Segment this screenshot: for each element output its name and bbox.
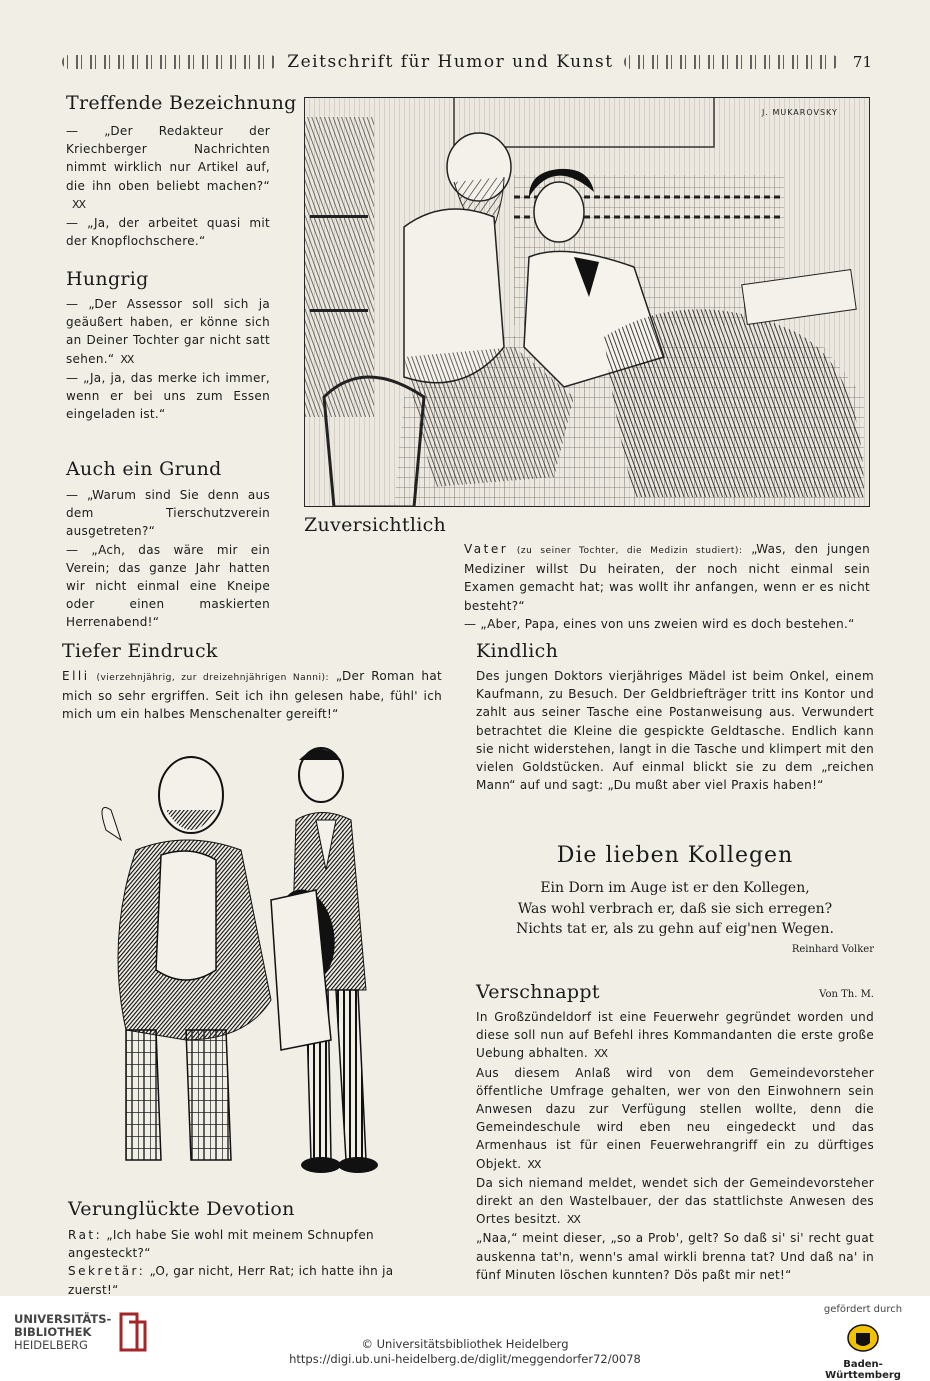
text-hungrig	[66, 295, 270, 423]
text-devotion	[68, 1226, 448, 1299]
page-number: 71	[852, 53, 873, 71]
state-crest-icon	[846, 1323, 880, 1353]
ornament-mark-icon: XX	[527, 1157, 541, 1171]
header-title: Zeitschrift für Humor und Kunst	[287, 52, 614, 72]
zuversichtlich-note: (zu seiner Tochter, die Medizin studiert):	[516, 546, 743, 556]
heading-devotion: Verunglückte Devotion	[68, 1198, 295, 1220]
hungrig-line1: — „Der Assessor soll sich ja geäußert haben, er könne sich an Deiner Tochter gar nicht satt sehen.“	[66, 297, 270, 366]
eindruck-line1: „Der Roman hat mich so sehr ergriffen. Seit ich ihn gelesen habe, fühl' ich mich um ein halbes Menschenalter gereift!“	[62, 669, 442, 722]
heading-grund: Auch ein Grund	[66, 458, 222, 480]
treffende-line1: — „Der Redakteur der Kriechberger Nachrichten nimmt wirklich nur Artikel auf, die ihn oben beliebt machen?“	[66, 124, 270, 193]
heading-verschnappt: Verschnappt	[476, 981, 600, 1003]
devotion-speaker2: Sekretär:	[68, 1264, 146, 1279]
eindruck-note: (vierzehnjährig, zur dreizehnjährigen Nanni):	[96, 673, 330, 683]
illustration-father-daughter	[304, 97, 870, 507]
sponsor-block	[808, 1304, 918, 1381]
heading-kollegen: Die lieben Kollegen	[556, 843, 794, 868]
treffende-line2: — „Ja, der arbeitet quasi mit der Knopflochschere.“	[66, 216, 270, 249]
source-url[interactable]: https://digi.ub.uni-heidelberg.de/diglit/meggendorfer72/0078	[289, 1352, 641, 1366]
zuversichtlich-line1: „Was, den jungen Mediziner willst Du heiraten, der noch nicht einmal sein Examen gemacht hat; was wollt ihr anfangen, wenn er es nicht besteht?“	[464, 542, 870, 613]
library-line3: HEIDELBERG	[14, 1337, 88, 1352]
grund-line2: — „Ach, das wäre mir ein Verein; das ganze Jahr hatten wir nicht einmal eine Kneipe oder einen maskierten Herrenabend!“	[66, 542, 270, 630]
ornament-mark-icon: XX	[120, 352, 134, 366]
page-header	[62, 48, 872, 76]
poem-author: Reinhard Volker	[791, 944, 874, 955]
poem-kollegen	[476, 878, 874, 940]
devotion-line2: „O, gar nicht, Herr Rat; ich hatte ihn ja zuerst!“	[68, 1264, 394, 1297]
poem-line: Nichts tat er, als zu gehn auf eig'nen Wegen.	[516, 921, 834, 937]
illustration-drawing-2	[66, 740, 446, 1180]
ornament-mark-icon: XX	[594, 1047, 608, 1061]
text-zuversichtlich	[464, 540, 870, 633]
copyright-text: © Universitätsbibliothek Heidelberg	[361, 1337, 569, 1351]
text-grund	[66, 486, 270, 632]
eindruck-speaker: Elli	[62, 669, 90, 683]
poem-line: Was wohl verbrach er, daß sie sich erregen?	[517, 900, 833, 917]
library-line2: BIBLIOTHEK	[14, 1324, 92, 1339]
header-ornament-right	[624, 55, 839, 69]
illustration-drawing	[304, 97, 870, 507]
illustration-signature: J. MUKAROVSKY	[762, 108, 838, 117]
verschnappt-p1: In Großzündeldorf ist eine Feuerwehr gegründet worden und diese soll nun auf Befehl ihres Kommandanten die erste große Uebung abhalten.	[476, 1010, 874, 1061]
text-kindlich	[476, 667, 874, 794]
zuversichtlich-speaker: Vater	[464, 542, 509, 556]
verschnappt-author: Von Th. M.	[819, 989, 874, 1000]
heading-kindlich: Kindlich	[476, 640, 559, 662]
header-ornament-left	[62, 55, 277, 69]
sponsor-name: Baden-Württemberg	[825, 1359, 901, 1381]
verschnappt-p2: Aus diesem Anlaß wird von dem Gemeindevorsteher öffentliche Umfrage gehalten, wer von den Einwohnern sein Anwesen dazu zur Verfügung stellen wollte, denn die Gemeindeschule wird eben neu eingedeckt und das Armenhaus ist für einen Feuerwehrangriff ein zu dürftiges Objekt.	[476, 1065, 874, 1171]
heading-hungrig: Hungrig	[66, 268, 149, 290]
heading-treffende: Treffende Bezeichnung	[66, 92, 297, 114]
devotion-line1: „Ich habe Sie wohl mit meinem Schnupfen angesteckt?“	[68, 1228, 374, 1261]
text-verschnappt	[476, 1008, 874, 1284]
kindlich-text: Des jungen Doktors vierjähriges Mädel ist beim Onkel, einem Kaufmann, zu Besuch. Der Geldbriefträger tritt ins Kontor und zahlt aus seiner Tasche eine Postanweisung aus. Verwundert betrachtet die Kleine die gespickte Geldtasche. Endlich kann sie nicht widerstehen, langt in die Tasche und klimpert mit den vielen Goldstücken. Auf einmal blickt sie zu dem „reichen Mann“ auf und sagt: „Du mußt aber viel Praxis haben!“	[476, 669, 874, 793]
hungrig-line2: — „Ja, ja, das merke ich immer, wenn er bei uns zum Essen eingeladen ist.“	[66, 370, 270, 422]
illustration-rat-sekretaer	[66, 740, 446, 1180]
verschnappt-p3: Da sich niemand meldet, wendet sich der Gemeindevorsteher direkt an den Wastelbauer, der das stattlichste Anwesen des Ortes besitzt.	[476, 1175, 874, 1227]
zuversichtlich-line2: — „Aber, Papa, eines von uns zweien wird es doch bestehen.“	[464, 616, 855, 631]
heading-zuversichtlich: Zuversichtlich	[304, 514, 447, 536]
ornament-mark-icon: XX	[566, 1213, 580, 1227]
poem-line: Ein Dorn im Auge ist er den Kollegen,	[540, 880, 810, 896]
text-eindruck	[62, 667, 442, 724]
library-line1: UNIVERSITÄTS-	[14, 1311, 112, 1326]
text-treffende	[66, 122, 270, 250]
grund-line1: — „Warum sind Sie denn aus dem Tierschutzverein ausgetreten?“	[66, 488, 270, 539]
devotion-speaker1: Rat:	[68, 1228, 103, 1242]
sponsor-label: gefördert durch	[823, 1304, 903, 1315]
heading-eindruck: Tiefer Eindruck	[62, 640, 218, 662]
ornament-mark-icon: XX	[72, 197, 86, 211]
verschnappt-p4: „Naa,“ meint dieser, „so a Prob', gelt? So daß si' si' recht guat auskenna tat'n, wenn's amal wirkli brenna tat? Und daß na' in fünf Minuten löschen kunnten? Dös paßt mir net!“	[476, 1231, 874, 1282]
